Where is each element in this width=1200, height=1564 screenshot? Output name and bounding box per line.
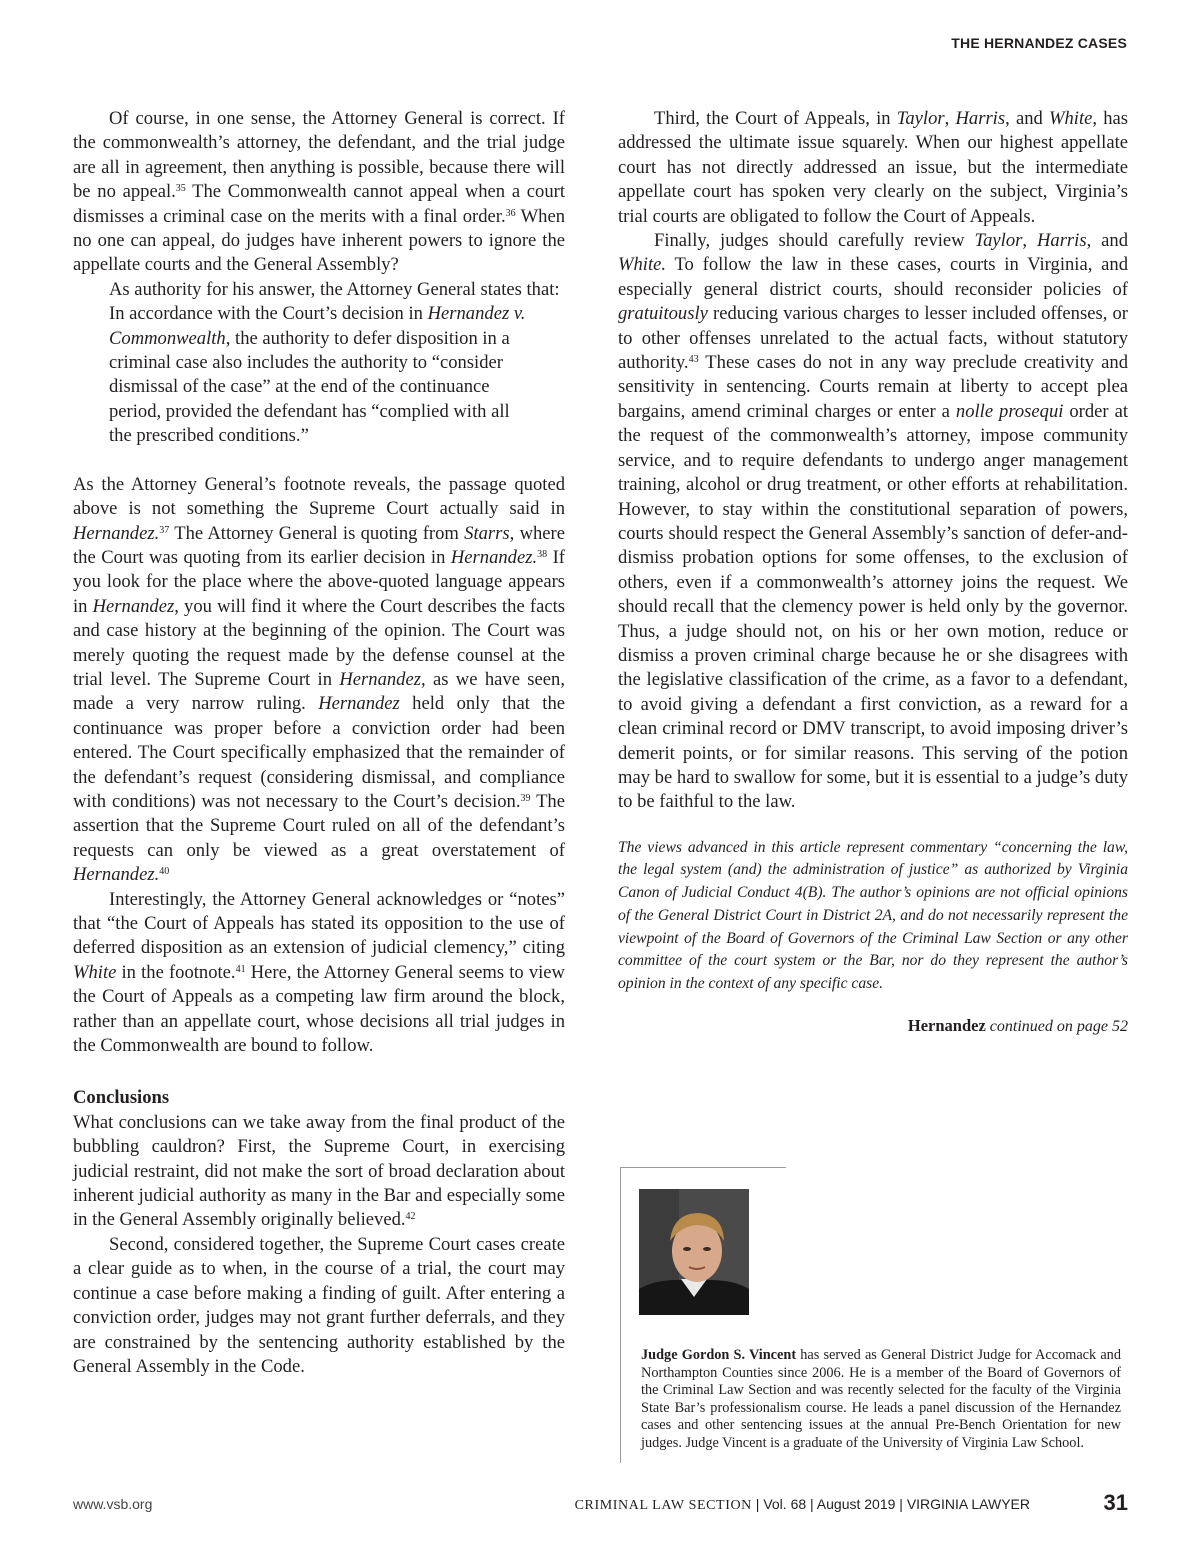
author-bio-box [620, 1167, 1126, 1463]
author-photo [639, 1189, 749, 1315]
section-heading: Conclusions [73, 1087, 170, 1109]
disclaimer-note: The views advanced in this article represent commentary “concerning the law, the legal system (and) the administration of justice” as authorized by Virginia Canon of Judicial Conduct 4(B). The author’s opinions are not official opinions of the General District Court in District 2A, and do not necessarily represent the viewpoint of the Board of Governors of the Criminal Law Section or any other committee of the court system or the Bar, nor do they represent the author’s opinion in the context of any specific case. [618, 838, 1128, 992]
paragraph: Interestingly, the Attorney General acknowledges or “notes” that “the Court of Appeals has stated its opposition to the use of deferred disposition as an extension of judicial clemency,” citing White in the footnote.$^{41}$ Here, the Attorney General seems to view the Court of Appeals as a competing law firm around the block, rather than an appellate court, whose decisions all trial judges in the Commonwealth are bound to follow. [73, 888, 565, 1057]
footnote-ref: 36 [505, 207, 516, 219]
paragraph: Second, considered together, the Supreme Court cases create a clear guide as to when, in the course of a trial, the court may continue a case before making a finding of guilt. After entering a conviction order, judges may not grant further deferrals, and they are constrained by the sentencing authority established by the General Assembly in the Code. [73, 1233, 565, 1377]
author-portrait-icon [639, 1189, 749, 1315]
footnote-ref: 38 [537, 548, 548, 560]
continued-on-note: Hernandez continued on page 52 [907, 1015, 1128, 1035]
running-header: THE HERNANDEZ CASES [951, 35, 1127, 51]
right-column [618, 107, 1128, 1056]
footnote-ref: 37 [159, 524, 170, 536]
author-bio: Judge Gordon S. Vincent has served as General District Judge for Accomack and Northampton Counties since 2006. He is a member of the Board of Governors of the Criminal Law Section and was recently selected for the faculty of the Virginia State Bar’s professionalism course. He leads a panel discussion of the Hernandez cases and other sentencing issues at the annual Pre-Bench Orientation for new judges. Judge Vincent is a graduate of the University of Virginia Law School. [641, 1347, 1121, 1451]
block-quote: In accordance with the Court’s decision in Hernandez v. Commonwealth, the authority to defer disposition in a criminal case also includes the authority to “consider dismissal of the case” at the end of the continuance period, provided the defendant has “complied with all the prescribed conditions.” [109, 303, 526, 447]
footnote-ref: 42 [405, 1211, 416, 1223]
footnote-ref: 39 [520, 792, 531, 804]
paragraph: What conclusions can we take away from the final product of the bubbling cauldron? First, the Supreme Court, in exercising judicial restraint, did not make the sort of broad declaration about inherent judicial authority as many in the Bar and especially some in the General Assembly originally believed.$^{42}$ [73, 1111, 565, 1231]
footnote-ref: 43 [688, 354, 699, 366]
paragraph: Of course, in one sense, the Attorney General is correct. If the commonwealth’s attorney, the defendant, and the trial judge are all in agreement, then anything is possible, because there will be no appeal.$^{35}$ The Commonwealth cannot appeal when a court dismisses a criminal case on the merits with a final order.$^{36}$ When no one can appeal, do judges have inherent powers to ignore the appellate courts and the General Assembly? [73, 108, 566, 276]
footnote-ref: 40 [159, 866, 170, 878]
footer-website: www.vsb.org [73, 1496, 153, 1512]
paragraph: Finally, judges should carefully review Taylor, Harris, and White. To follow the law in these cases, courts in Virginia, and especially general district courts, should reconsider policies of gratuitously reducing various charges to lesser included offenses, or to other offenses unrelated to the actual facts, without statutory authority.$^{43}$ These cases do not in any way preclude creativity and sensitivity in sentencing. Courts remain at liberty to accept plea bargains, amend criminal charges or enter a nolle prosequi order at the request of the commonwealth’s attorney, impose community service, and to require defendants to undergo anger management training, alcohol or drug treatment, or other efforts at rehabilitation. However, to stay within the constitutional separation of powers, courts should respect the General Assembly’s sanction of defer-and-dismiss probation options for some offenses, to the exclusion of others, even if a commonwealth’s attorney joins the request. We should recall that the clemency power is held only by the governor. Thus, a judge should not, on his or her own motion, reduce or dismiss a proven criminal charge because he or she disagrees with the legislative classification of the crime, as a favor to a defendant, to avoid giving a defendant a first conviction, as a reward for a clean criminal record or DMV transcript, to avoid imposing driver’s demerit points, or for similar reasons. This serving of the potion may be hard to swallow for some, but it is essential to a judge’s duty to be faithful to the law. [618, 230, 1128, 813]
paragraph: Third, the Court of Appeals, in Taylor, Harris, and White, has addressed the ultimate issue squarely. When our highest appellate court has not directly addressed an issue, but the intermediate appellate court has spoken very clearly on the subject, Virginia’s trial courts are obligated to follow the Court of Appeals. [618, 108, 1129, 227]
bio-box-rule [621, 1167, 786, 1168]
footnote-ref: 41 [235, 963, 246, 975]
footnote-ref: 35 [175, 183, 186, 195]
paragraph: As authority for his answer, the Attorney General states that: [109, 278, 560, 300]
left-column [73, 107, 565, 1379]
page-number: 31 [1103, 1490, 1128, 1515]
paragraph: As the Attorney General’s footnote reveals, the passage quoted above is not something the Supreme Court actually said in Hernandez.$^{37}$ The Attorney General is quoting from Starrs, where the Court was quoting from its earlier decision in Hernandez.$^{38}$ If you look for the place where the above-quoted language appears in Hernandez, you will find it where the Court describes the facts and case history at the beginning of the opinion. The Court was merely quoting the request made by the defense counsel at the trial level. The Supreme Court in Hernandez, as we have seen, made a very narrow ruling. Hernandez held only that the continuance was proper before a conviction order had been entered. The Court specifically emphasized that the remainder of the defendant’s request (considering dismissal, and compliance with conditions) was not necessary to the Court’s decision.$^{39}$ The assertion that the Supreme Court ruled on all of the defendant’s requests can only be viewed as a great overstatement of Hernandez.$^{40}$ [73, 473, 565, 886]
footer-publication: CRIMINAL LAW SECTION | Vol. 68 | August 2019 | VIRGINIA LAWYER [574, 1496, 1030, 1513]
